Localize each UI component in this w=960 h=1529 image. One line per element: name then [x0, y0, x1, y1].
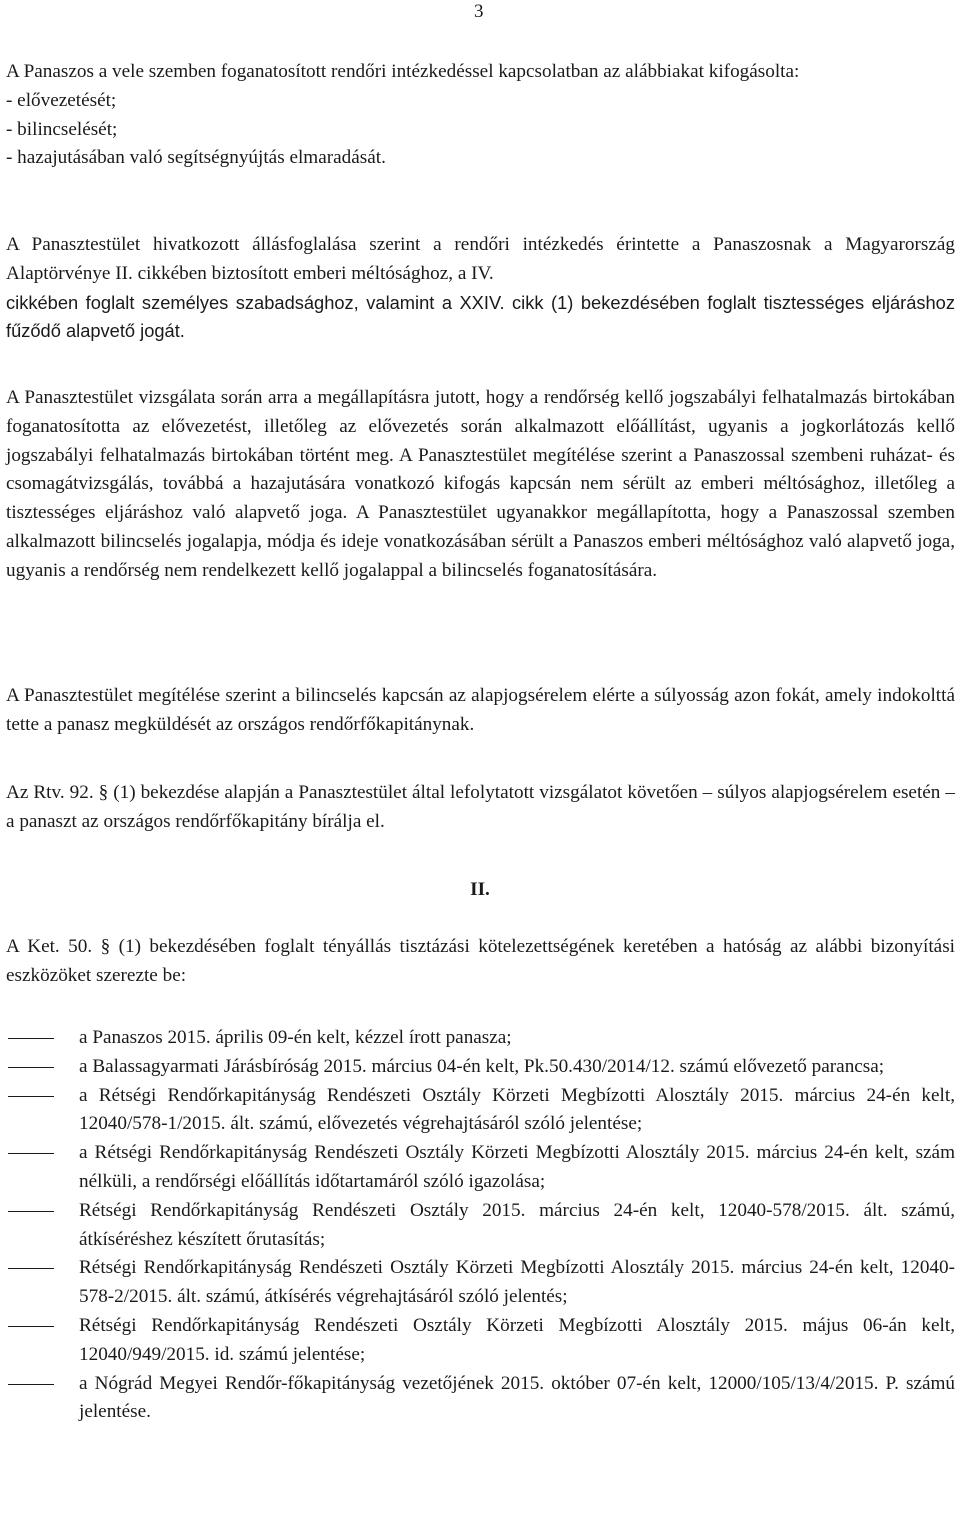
complaint-intro — [6, 58, 955, 173]
section-heading: II. — [470, 879, 490, 900]
dash-bullet-icon — [8, 1038, 54, 1039]
evidence-item: Rétségi Rendőrkapitányság Rendészeti Osztály 2015. március 24-én kelt, 12040-578/2015. ált. számú, átkíséréshez készített őrutasítás; — [6, 1197, 955, 1255]
position-paragraph — [6, 231, 955, 346]
evidence-item: Rétségi Rendőrkapitányság Rendészeti Osztály Körzeti Megbízotti Alosztály 2015. március 24-én kelt, 12040-578-2/2015. ált. számú, átkísérés végrehajtásáról szóló jelentés; — [6, 1254, 955, 1312]
dash-bullet-icon — [8, 1067, 54, 1068]
dash-bullet-icon — [8, 1384, 54, 1385]
rtv-paragraph: Az Rtv. 92. § (1) bekezdése alapján a Panasztestület által lefolytatott vizsgálatot követően – súlyos alapjogsérelem esetén – a panaszt az országos rendőrfőkapitány bírálja el. — [6, 782, 955, 832]
dash-bullet-icon — [8, 1326, 54, 1327]
evidence-item: a Panaszos 2015. április 09-én kelt, kézzel írott panasza; — [6, 1024, 955, 1053]
dash-bullet-icon — [8, 1153, 54, 1154]
page-number: 3 — [474, 1, 484, 22]
complaint-lead: A Panaszos a vele szemben foganatosított rendőri intézkedéssel kapcsolatban az alábbiakat kifogásolta: — [6, 61, 800, 82]
evidence-item: a Nógrád Megyei Rendőr-főkapitányság vezetőjének 2015. október 07-én kelt, 12000/105/13/4/2015. P. számú jelentése. — [6, 1370, 955, 1428]
evidence-list — [6, 1024, 955, 1427]
ket-paragraph: A Ket. 50. § (1) bekezdésében foglalt tényállás tisztázási kötelezettségének keretében a hatóság az alábbi bizonyítási eszközöket szerezte be: — [6, 936, 955, 986]
position-text-serif: A Panasztestület hivatkozott állásfoglalása szerint a rendőri intézkedés érintette a Panaszosnak a Magyarország Alaptörvénye II. cikkében biztosított emberi méltósághoz, a IV. — [6, 234, 955, 284]
complaint-item: - bilincselését; — [6, 118, 118, 140]
dash-bullet-icon — [8, 1211, 54, 1212]
complaint-item: - elővezetését; — [6, 89, 117, 111]
evidence-item: a Rétségi Rendőrkapitányság Rendészeti Osztály Körzeti Megbízotti Alosztály 2015. március 24-én kelt, 12040/578-1/2015. ált. számú, elővezetés végrehajtásáról szóló jelentése; — [6, 1082, 955, 1140]
findings-paragraph: A Panasztestület vizsgálata során arra a megállapításra jutott, hogy a rendőrség kellő jogszabályi felhatalmazás birtokában foganatosította az elővezetést, illetőleg az elővezetés során alkalmazott előállítást, ugyanis a jogkorlátozás kellő jogszabályi felhatalmazás birtokában történt meg. A Panasztestület megítélése szerint a Panaszossal szembeni ruházat- és csomagátvizsgálás, továbbá a hazajutására vonatkozó kifogás kapcsán nem sérült az emberi méltósághoz, illetőleg a tisztességes eljáráshoz való alapvető joga. A Panasztestület ugyanakkor megállapította, hogy a Panaszossal szemben alkalmazott bilincselés jogalapja, módja és ideje vonatkozásában sérült a Panaszos emberi méltósághoz való alapvető joga, ugyanis a rendőrség nem rendelkezett kellő jogalappal a bilincselés foganatosítására. — [6, 387, 955, 581]
evidence-item: a Balassagyarmati Járásbíróság 2015. március 04-én kelt, Pk.50.430/2014/12. számú elővezető parancsa; — [6, 1053, 955, 1082]
position-text-sans: cikkében foglalt személyes szabadsághoz, valamint a XXIV. cikk (1) bekezdésében foglalt tisztességes eljáráshoz fűződő alapvető jogát. — [6, 291, 955, 342]
dash-bullet-icon — [8, 1268, 54, 1269]
dash-bullet-icon — [8, 1096, 54, 1097]
evidence-item: a Rétségi Rendőrkapitányság Rendészeti Osztály Körzeti Megbízotti Alosztály 2015. március 24-én kelt, szám nélküli, a rendőrségi előállítás időtartamáról szóló igazolása; — [6, 1139, 955, 1197]
severity-paragraph: A Panasztestület megítélése szerint a bilincselés kapcsán az alapjogsérelem elérte a súlyosság azon fokát, amely indokolttá tette a panasz megküldését az országos rendőrfőkapitánynak. — [6, 685, 955, 735]
complaint-item: - hazajutásában való segítségnyújtás elmaradását. — [6, 147, 386, 169]
evidence-item: Rétségi Rendőrkapitányság Rendészeti Osztály Körzeti Megbízotti Alosztály 2015. május 06-án kelt, 12040/949/2015. id. számú jelentése; — [6, 1312, 955, 1370]
